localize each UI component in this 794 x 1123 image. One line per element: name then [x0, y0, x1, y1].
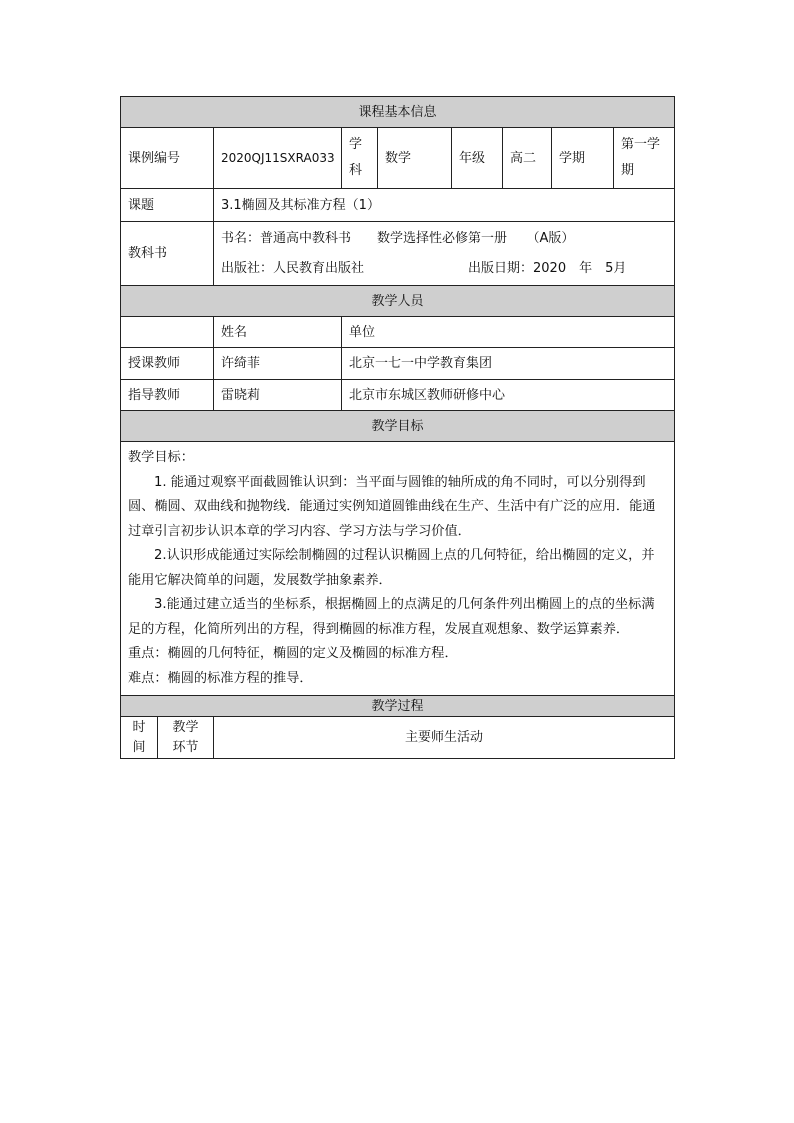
- process-stage-col: 教学环节: [158, 717, 214, 759]
- goals-header-row: [121, 411, 675, 442]
- basic-info-header-row: [121, 97, 675, 128]
- goals-content: [121, 442, 675, 696]
- textbook-date: 出版日期：2020 年 5月: [468, 260, 627, 276]
- textbook-title-line: 书名：普通高中教科书 数学选择性必修第一册 （A版）: [221, 230, 575, 246]
- grade-label: 年级: [452, 128, 503, 189]
- goals-row: [121, 442, 675, 696]
- staff-name: 许绮菲: [214, 348, 342, 380]
- code-label: 课例编号: [121, 128, 214, 189]
- staff-name-col: 姓名: [214, 317, 342, 348]
- code-value: 2020QJ11SXRA033: [214, 128, 342, 189]
- staff-name: 雷晓莉: [214, 380, 342, 411]
- staff-unit: 北京市东城区教师研修中心: [342, 380, 675, 411]
- staff-row-teacher: [121, 348, 675, 380]
- goals-title: 教学目标：: [128, 450, 194, 465]
- process-header-row: [121, 696, 675, 717]
- process-header: 教学过程: [121, 696, 675, 717]
- textbook-row: [121, 222, 675, 286]
- textbook-publisher: 出版社：人民教育出版社: [221, 260, 365, 276]
- goal-item-2: 2.认识形成能通过实际绘制椭圆的过程认识椭圆上点的几何特征，给出椭圆的定义，并能用它解决简单的问题，发展数学抽象素养．: [128, 548, 655, 588]
- basic-info-header: 课程基本信息: [121, 97, 675, 128]
- subject-value: 数学: [378, 128, 452, 189]
- term-value: 第一学期: [614, 128, 675, 189]
- goals-header: 教学目标: [121, 411, 675, 442]
- grade-value: 高二: [503, 128, 552, 189]
- difficulty-point: 难点：椭圆的标准方程的推导．: [128, 670, 313, 686]
- staff-role: 授课教师: [121, 348, 214, 380]
- staff-header-row: [121, 286, 675, 317]
- term-label: 学期: [552, 128, 614, 189]
- topic-value: 3.1椭圆及其标准方程（1）: [214, 189, 675, 222]
- key-point: 重点：椭圆的几何特征，椭圆的定义及椭圆的标准方程．: [128, 646, 458, 661]
- topic-row: [121, 189, 675, 222]
- textbook-publish-line: [221, 254, 667, 284]
- staff-row-instructor: [121, 380, 675, 411]
- staff-unit-col: 单位: [342, 317, 675, 348]
- topic-label: 课题: [121, 189, 214, 222]
- process-time-col: 时间: [121, 717, 158, 759]
- staff-role: 指导教师: [121, 380, 214, 411]
- code-row: [121, 128, 675, 189]
- process-columns-row: [121, 717, 675, 759]
- staff-columns-row: [121, 317, 675, 348]
- staff-role-col: [121, 317, 214, 348]
- staff-header: 教学人员: [121, 286, 675, 317]
- subject-label: 学科: [342, 128, 378, 189]
- process-activity-col: 主要师生活动: [214, 717, 675, 759]
- goal-item-3: 3.能通过建立适当的坐标系，根据椭圆上的点满足的几何条件列出椭圆上的点的坐标满足的方程，化简所列出的方程，得到椭圆的标准方程，发展直观想象、数学运算素养．: [128, 597, 655, 637]
- lesson-info-table: [120, 96, 675, 759]
- textbook-label: 教科书: [121, 222, 214, 286]
- staff-unit: 北京一七一中学教育集团: [342, 348, 675, 380]
- goal-item-1: 1. 能通过观察平面截圆锥认识到：当平面与圆锥的轴所成的角不同时，可以分别得到圆、椭圆、双曲线和抛物线．能通过实例知道圆锥曲线在生产、生活中有广泛的应用．能通过章引言初步认识本章的学习内容、学习方法与学习价值．: [128, 474, 656, 539]
- textbook-info: [214, 222, 675, 286]
